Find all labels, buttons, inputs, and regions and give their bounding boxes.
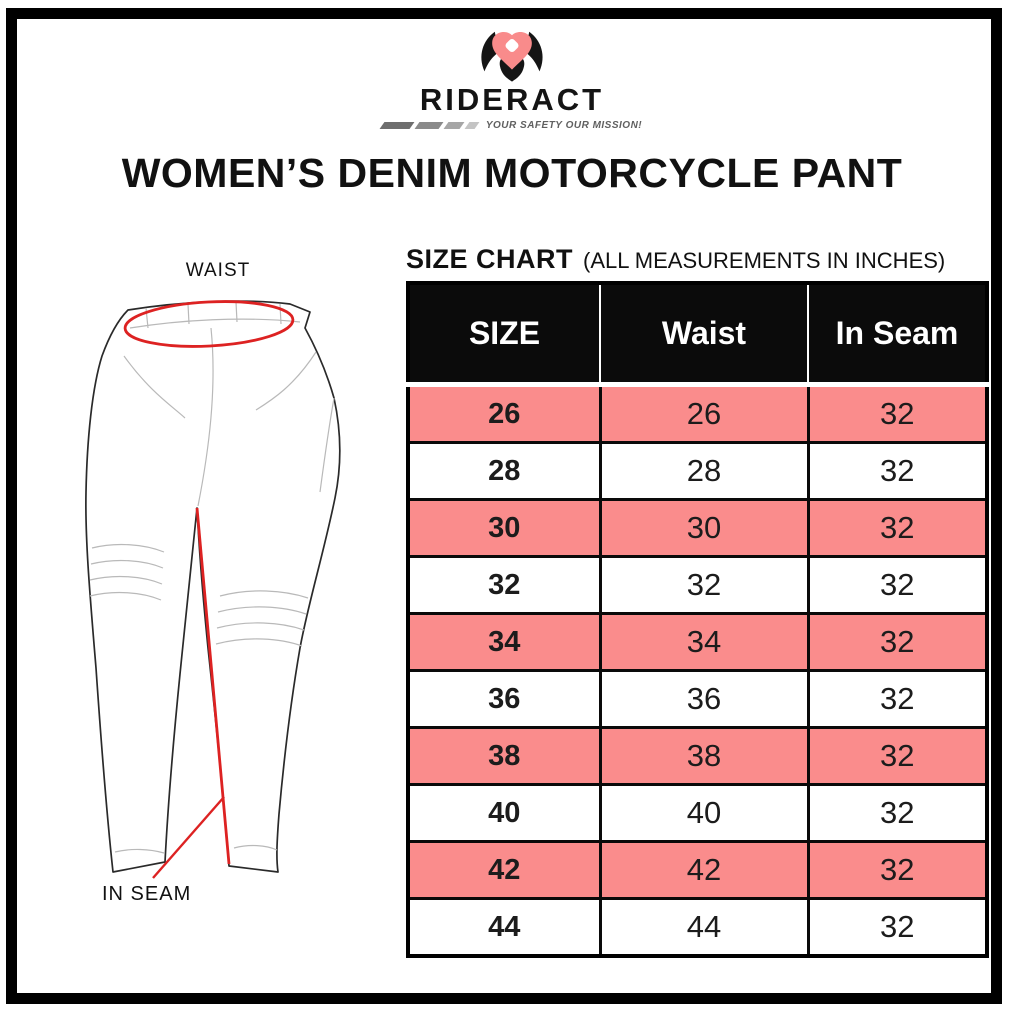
inseam-cell: 32	[808, 557, 987, 614]
inseam-cell: 32	[808, 899, 987, 957]
size-cell: 28	[408, 443, 600, 500]
table-row	[408, 671, 987, 728]
size-cell: 42	[408, 842, 600, 899]
table-row	[408, 500, 987, 557]
tagline-stripe-icon	[443, 122, 464, 129]
column-header-waist: Waist	[600, 283, 808, 385]
size-chart-header	[408, 283, 987, 385]
brand-name: RIDERACT	[419, 82, 605, 117]
waist-cell: 36	[600, 671, 808, 728]
size-chart-heading-row	[406, 244, 988, 275]
waist-label: WAIST	[185, 260, 251, 281]
tagline-stripe-icon	[464, 122, 479, 129]
tagline-stripe-icon	[414, 122, 443, 129]
inseam-cell: 32	[808, 842, 987, 899]
size-cell: 44	[408, 899, 600, 957]
waist-cell: 38	[600, 728, 808, 785]
brand-tagline: YOUR SAFETY OUR MISSION!	[485, 120, 643, 131]
size-cell: 40	[408, 785, 600, 842]
waist-cell: 42	[600, 842, 808, 899]
size-chart-subheading: (ALL MEASUREMENTS IN INCHES)	[583, 248, 946, 273]
size-chart-section	[406, 244, 988, 958]
column-header-inseam: In Seam	[808, 283, 987, 385]
table-row	[408, 443, 987, 500]
brand-logo	[0, 28, 1024, 131]
rideract-helmet-skull-icon	[469, 28, 555, 82]
size-cell: 30	[408, 500, 600, 557]
waist-cell: 28	[600, 443, 808, 500]
size-cell: 26	[408, 385, 600, 443]
column-header-size: SIZE	[408, 283, 600, 385]
table-row	[408, 842, 987, 899]
inseam-cell: 32	[808, 443, 987, 500]
table-row	[408, 785, 987, 842]
size-cell: 32	[408, 557, 600, 614]
inseam-cell: 32	[808, 671, 987, 728]
tagline-stripe-icon	[379, 122, 414, 129]
table-row	[408, 385, 987, 443]
pants-sketch	[58, 252, 403, 917]
pants-figure	[58, 252, 403, 917]
brand-tagline-row	[382, 120, 642, 131]
table-row	[408, 899, 987, 957]
waist-cell: 32	[600, 557, 808, 614]
table-row	[408, 614, 987, 671]
inseam-label: IN SEAM	[102, 883, 192, 905]
inseam-cell: 32	[808, 385, 987, 443]
inseam-cell: 32	[808, 500, 987, 557]
inseam-cell: 32	[808, 728, 987, 785]
size-chart-table	[406, 281, 989, 958]
inseam-cell: 32	[808, 614, 987, 671]
size-chart-body	[408, 385, 987, 957]
waist-cell: 44	[600, 899, 808, 957]
size-cell: 34	[408, 614, 600, 671]
inseam-cell: 32	[808, 785, 987, 842]
waist-cell: 40	[600, 785, 808, 842]
waist-cell: 26	[600, 385, 808, 443]
size-chart-heading: SIZE CHART	[406, 244, 573, 274]
waist-cell: 30	[600, 500, 808, 557]
waist-cell: 34	[600, 614, 808, 671]
size-cell: 38	[408, 728, 600, 785]
table-row	[408, 728, 987, 785]
table-row	[408, 557, 987, 614]
size-cell: 36	[408, 671, 600, 728]
page-title: WOMEN’S DENIM MOTORCYCLE PANT	[121, 150, 903, 196]
